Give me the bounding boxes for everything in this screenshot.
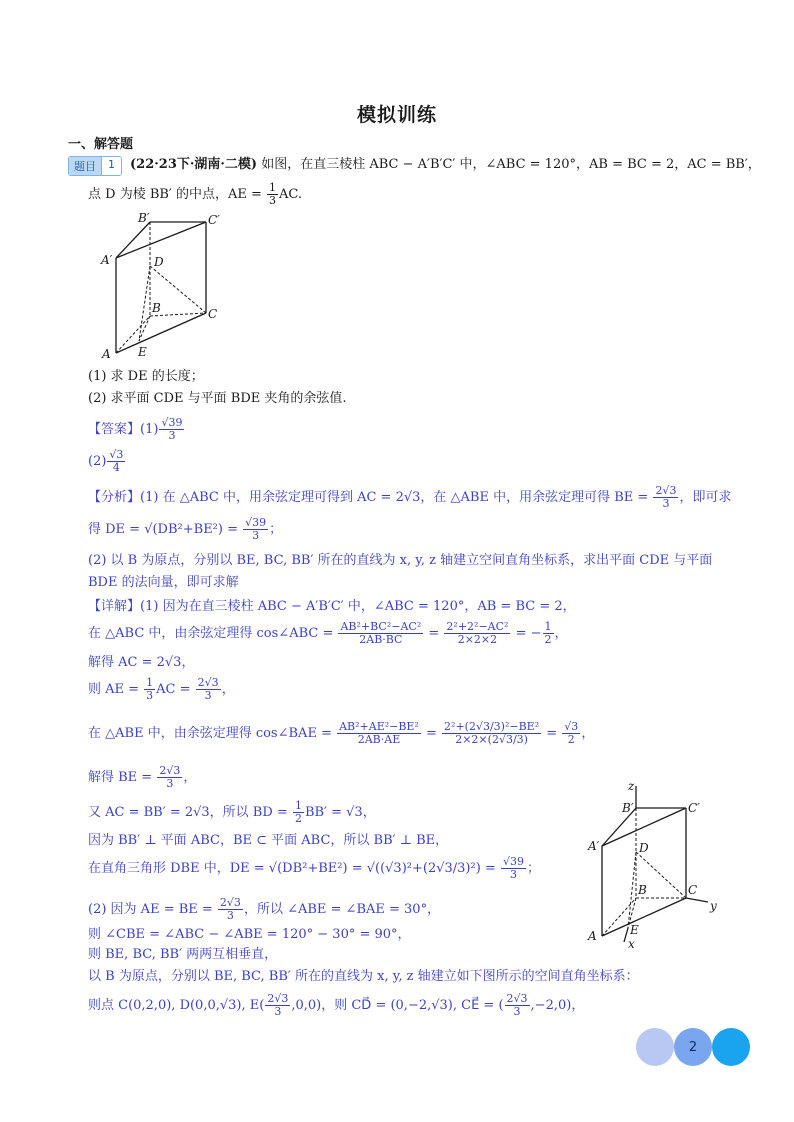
frac-num: 2√3 <box>197 676 219 689</box>
badge-label: 题目 <box>69 157 101 175</box>
answer-prefix: (1) <box>140 422 159 437</box>
fraction <box>543 621 554 646</box>
frac-num: 1 <box>294 799 302 812</box>
frac-den: 3 <box>146 689 154 702</box>
text: ； <box>269 522 283 537</box>
label-A: A <box>588 929 597 943</box>
frac-num: √3 <box>564 720 579 733</box>
label-C1: C′ <box>688 801 700 815</box>
label-B1: B′ <box>622 801 634 815</box>
text: ， <box>554 626 568 641</box>
frac-num: √39 <box>245 516 267 529</box>
text: ,0,0)，则 CD⃗ = (0,−2,√3), CE⃗ = ( <box>291 998 504 1013</box>
label-y: y <box>710 899 717 913</box>
frac-num: √39 <box>502 855 524 868</box>
y-axis <box>686 898 708 902</box>
fraction <box>562 721 580 746</box>
frac-num: 2√3 <box>267 992 289 1005</box>
statement-part: 点 D 为棱 BB′ 的中点，AE = <box>88 187 267 202</box>
fraction <box>159 417 184 442</box>
frac-den: 4 <box>112 461 120 474</box>
frac-num: √3 <box>109 448 124 461</box>
fraction <box>337 721 421 746</box>
statement-part: AC. <box>279 187 303 202</box>
text: = − <box>511 626 542 641</box>
text: ， <box>183 770 197 785</box>
text: BB′ = √3， <box>304 805 376 820</box>
fraction <box>243 517 268 542</box>
label-B1: B′ <box>138 211 150 225</box>
text: 解得 BE = <box>88 770 157 785</box>
prism-figure <box>96 208 226 366</box>
text: (2) 因为 AE = BE = <box>88 902 217 917</box>
frac-num: √39 <box>161 416 183 429</box>
detail-line-2 <box>88 618 568 650</box>
label-B: B <box>638 883 647 897</box>
label-A: A <box>102 347 111 361</box>
text: 则 AE = <box>88 682 144 697</box>
detail-line-10 <box>88 894 440 926</box>
frac-den: 3 <box>166 777 174 790</box>
text: 在直角三角形 DBE 中，DE = √(DB²+BE²) = √((√3)²+(2√3/3)²) = <box>88 861 500 876</box>
frac-den: 3 <box>204 689 212 702</box>
fraction <box>442 721 541 746</box>
frac-den: 3 <box>269 194 277 207</box>
fraction <box>107 449 125 474</box>
text: 又 AC = BB′ = 2√3，所以 BD = <box>88 805 292 820</box>
text: 在 △ABE 中，由余弦定理得 cos∠BAE = <box>88 726 337 741</box>
label-D: D <box>639 841 649 855</box>
fraction <box>144 677 155 702</box>
edge <box>116 222 150 258</box>
detail-line-3: 解得 AC = 2√3， <box>88 655 195 670</box>
text: 得 DE = √(DB²+BE²) = <box>88 522 243 537</box>
fraction <box>293 800 304 825</box>
text: 在 △ABC 中，由余弦定理得 cos∠ABC = <box>88 626 338 641</box>
fraction <box>218 897 243 922</box>
fraction <box>444 621 510 646</box>
edge <box>116 313 206 353</box>
label-E: E <box>138 345 147 359</box>
frac-den: 3 <box>274 1005 282 1018</box>
detail-line-7 <box>88 798 376 828</box>
frac-num: 2√3 <box>506 992 528 1005</box>
frac-den: 2 <box>567 733 575 746</box>
text: AC = <box>156 682 195 697</box>
frac-den: 2 <box>544 633 552 646</box>
text: 则点 C(0,2,0), D(0,0,√3), E( <box>88 998 265 1013</box>
frac-den: 3 <box>662 497 670 510</box>
detail-line-9 <box>88 852 540 886</box>
problem-badge <box>68 156 122 176</box>
page-number: 2 <box>674 1028 712 1066</box>
answer-2 <box>88 448 126 476</box>
text: ，即可求 <box>679 490 732 505</box>
fraction <box>501 856 526 881</box>
frac-num: 2√3 <box>159 764 181 777</box>
frac-den: 2×2×2 <box>457 633 498 646</box>
label-C: C <box>688 883 698 897</box>
frac-den: 2×2×(2√3/3) <box>455 733 528 746</box>
question-1: (1) 求 DE 的长度； <box>88 369 204 384</box>
text: ， <box>221 682 235 697</box>
frac-num: 2√3 <box>655 484 677 497</box>
fraction <box>265 993 290 1018</box>
page-circle-left <box>636 1028 674 1066</box>
answer-label: 【答案】 <box>88 422 141 437</box>
text: ,−2,0)， <box>530 998 585 1013</box>
detail-line-8: 因为 BB′ ⊥ 平面 ABC，BE ⊂ 平面 ABC，所以 BB′ ⊥ BE， <box>88 833 449 848</box>
text: (1) 因为在直三棱柱 ABC − A′B′C′ 中，∠ABC = 120°，AB = BC = 2， <box>140 599 576 614</box>
fraction <box>157 765 182 790</box>
page-number-badge <box>636 1028 752 1066</box>
frac-den: 2AB·BC <box>359 633 403 646</box>
text: = <box>424 626 444 641</box>
label-E: E <box>630 923 639 937</box>
detail-line-6 <box>88 762 196 794</box>
page-title: 模拟训练 <box>356 104 437 126</box>
section-heading: 一、解答题 <box>68 137 134 152</box>
label-x: x <box>628 937 635 950</box>
fraction <box>196 677 221 702</box>
fraction <box>338 621 423 646</box>
label-C: C <box>208 307 218 321</box>
frac-den: 2 <box>294 812 302 825</box>
hidden-edge <box>139 316 150 341</box>
frac-num: 1 <box>146 676 154 689</box>
frac-num: 1 <box>544 620 552 633</box>
detail-line-5 <box>88 716 594 752</box>
text: (1) 在 △ABC 中，用余弦定理可得到 AC = 2√3，在 △ABE 中，用余弦定理可得 BE = <box>140 490 653 505</box>
frac-num: 2²+(2√3/3)²−BE² <box>444 720 540 733</box>
text: ； <box>526 861 540 876</box>
hidden-edge <box>628 852 636 928</box>
frac-den: 3 <box>226 909 234 922</box>
label-C1: C′ <box>208 213 220 227</box>
analysis-line-1 <box>88 484 731 512</box>
frac-den: 2AB·AE <box>357 733 401 746</box>
detail-line-12: 则 BE, BC, BB′ 两两互相垂直， <box>88 947 278 962</box>
detail-line-11: 则 ∠CBE = ∠ABC − ∠ABE = 120° − 30° = 90°， <box>88 927 411 942</box>
badge-number: 1 <box>101 157 121 175</box>
analysis-label: 【分析】 <box>88 490 141 505</box>
problem-line-1 <box>130 156 761 174</box>
analysis-line-4: BDE 的法向量，即可求解 <box>88 575 239 590</box>
detail-line-4 <box>88 674 235 706</box>
detail-line-13: 以 B 为原点，分别以 BE, BC, BB′ 所在的直线为 x, y, z 轴建立如下图所示的空间直角坐标系： <box>88 969 639 984</box>
frac-num: 2²+2²−AC² <box>446 620 509 633</box>
fraction <box>505 993 530 1018</box>
answer-prefix: (2) <box>88 454 107 469</box>
text: = <box>542 726 562 741</box>
detail-line-1 <box>88 598 576 616</box>
analysis-line-2 <box>88 516 282 544</box>
page-circle-right <box>712 1028 750 1066</box>
hidden-edge <box>139 266 150 341</box>
label-D: D <box>154 255 164 269</box>
edge <box>116 222 206 258</box>
problem-source: (22·23下·湖南·二模) <box>130 157 258 172</box>
analysis-line-3: (2) 以 B 为原点，分别以 BE, BC, BB′ 所在的直线为 x, y, z 轴建立空间直角坐标系，求出平面 CDE 与平面 <box>88 553 713 568</box>
fraction <box>653 485 678 510</box>
text: ，所以 ∠ABE = ∠BAE = 30°， <box>243 902 441 917</box>
frac-num: AB²+AE²−BE² <box>339 720 419 733</box>
problem-statement-1: 如图，在直三棱柱 ABC − A′B′C′ 中，∠ABC = 120°，AB = BC = 2，AC = BB′， <box>261 157 761 172</box>
label-B: B <box>152 301 161 315</box>
detail-label: 【详解】 <box>88 599 141 614</box>
fraction <box>267 182 278 207</box>
text: = <box>421 726 442 741</box>
frac-den: 3 <box>252 529 260 542</box>
frac-num: AB²+BC²−AC² <box>340 620 422 633</box>
label-z: z <box>628 779 635 793</box>
problem-line-2 <box>88 182 302 207</box>
coordinate-figure <box>584 778 734 950</box>
label-A1: A′ <box>588 839 600 853</box>
frac-den: 3 <box>509 868 517 881</box>
frac-den: 3 <box>168 429 176 442</box>
frac-den: 3 <box>513 1005 521 1018</box>
question-2: (2) 求平面 CDE 与平面 BDE 夹角的余弦值. <box>88 391 347 406</box>
detail-line-14 <box>88 990 584 1022</box>
answer-1 <box>88 416 185 444</box>
text: ， <box>581 726 595 741</box>
edge <box>602 898 686 936</box>
label-A1: A′ <box>101 253 113 267</box>
frac-num: 2√3 <box>219 896 241 909</box>
frac-num: 1 <box>269 181 277 194</box>
